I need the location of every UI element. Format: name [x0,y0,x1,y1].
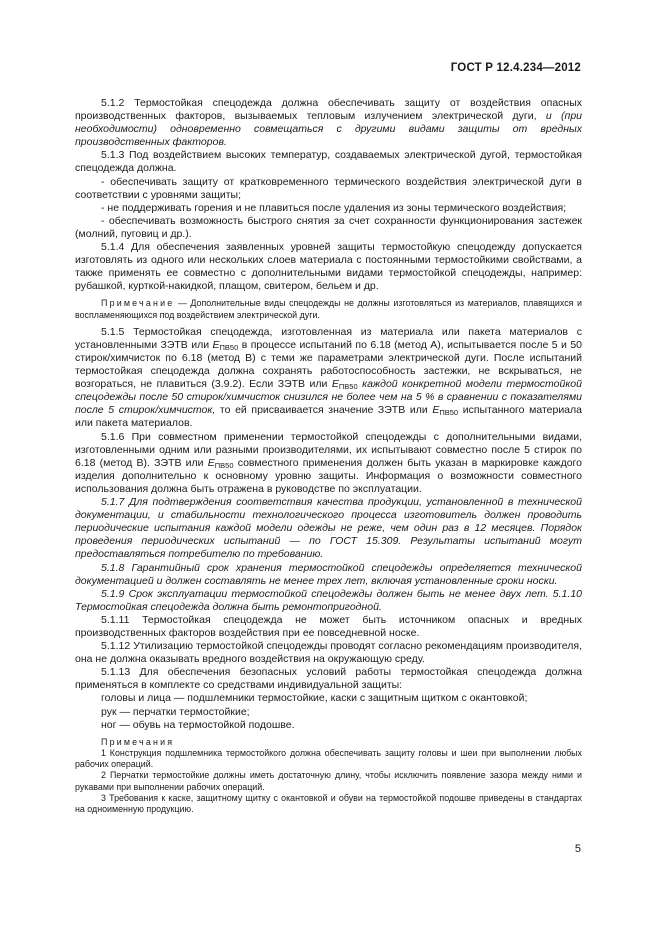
note-item: 2 Перчатки термостойкие должны иметь достаточную длину, чтобы исключить появление зазора между ними и рукавами при выполнении рабочих операций. [75,770,582,792]
list-item: рук — перчатки термостойкие; [101,705,250,718]
document-header: ГОСТ Р 12.4.234—2012 [450,62,581,74]
paragraph-5-1-6 [75,431,582,496]
paragraph-text-italic: и (при необходимости) одновременно совмещаться с другими видами защиты от вредных производственных факторов. [75,110,582,149]
symbol-e: E [212,338,220,351]
paragraph-5-1-11: 5.1.11 Термостойкая спецодежда не может быть источником опасных и вредных производственных факторов воздействия при ее повседневной носке. [75,613,582,639]
symbol-e-subscript: ПВ50 [439,408,459,418]
paragraph-text: совместного применения должен быть указан в маркировке каждого изделия дополнительно к основному уровню защиты. Информация о возможности совместного использования должна быть отражена в руководстве по эксплуатации. [75,456,582,495]
paragraph-text: испытанного материала или пакета материалов. [75,404,582,430]
paragraph-5-1-3: 5.1.3 Под воздействием высоких температур, создаваемых электрической дугой, термостойкая спецодежда должна. [75,149,582,175]
paragraph-text-italic: каждой конкретной модели термостойкой спецодежды после 50 стирок/химчисток снизился не более чем на 5 % в сравнении с показателями после 5 стирок/химчисток, [75,378,582,417]
paragraph-5-1-5 [75,326,582,431]
paragraph-5-1-9: 5.1.9 Срок эксплуатации термостойкой спецодежды должен быть не менее двух лет. 5.1.10 Термостойкая спецодежда должна быть ремонтопригодной. [75,587,582,613]
note-additional-clothing [75,298,582,320]
paragraph-text: то ей присваивается значение ЗЭТВ или [215,404,433,417]
page-number: 5 [574,843,581,855]
symbol-e-subscript: ПВ50 [338,382,358,392]
symbol-e: E [207,456,215,469]
list-item: - не поддерживать горения и не плавиться после удаления из зоны термического воздействия; [101,201,567,214]
list-item: ног — обувь на термостойкой подошве. [101,718,295,731]
symbol-e: E [331,378,339,391]
list-item: головы и лица — подшлемники термостойкие, каски с защитным щитком с окантовкой; [101,692,528,705]
list-item: - обеспечивать возможность быстрого снятия за счет сохранности функционирования застежек (молний, пуговиц и др.). [75,214,582,240]
symbol-e: E [432,404,440,417]
paragraph-text: 5.1.2 Термостойкая спецодежда должна обеспечивать защиту от воздействия опасных производственных факторов, вызываемых тепловым излучением электрической дуги, [75,97,582,123]
symbol-e-subscript: ПВ50 [219,342,239,352]
paragraph-5-1-2 [75,97,582,149]
paragraph-text: в процессе испытаний по 6.18 (метод А), испытывается после 5 и 50 стирок/химчисток по 6.18 (метод В) с теми же параметрами электрической дуги. После испытаний термостойкая спецодежда должна сохранять работоспособность застежки, не вскрываться, не возгораться, не плавиться (3.9.2). Если ЗЭТВ или [75,338,582,391]
paragraph-5-1-8: 5.1.8 Гарантийный срок хранения термостойкой спецодежды определяется технической документацией и должен составлять не менее трех лет, включая установленные сроки носки. [75,561,582,587]
paragraph-text: 5.1.5 Термостойкая спецодежда, изготовленная из материала или пакета материалов с установленными ЗЭТВ или [75,325,582,351]
symbol-e-subscript: ПВ50 [214,460,234,470]
note-item: 1 Конструкция подшлемника термостойкого должна обеспечивать защиту головы и шеи при выполнении любых рабочих операций. [75,747,582,770]
note-item: 3 Требования к каске, защитному щитку с окантовкой и обуви на термостойкой подошве приведены в стандартах на одноименную продукцию. [75,792,582,814]
note-label: Примечание [101,298,175,309]
paragraph-5-1-7: 5.1.7 Для подтверждения соответствия качества продукции, установленной в технической документации, и стабильности технологического процесса изготовитель должен проводить периодические испытания каждой модели одежды не реже, чем один раз в 12 месяцев. Порядок проведения периодических испытаний — по ГОСТ 15.309. Результаты испытаний могут предоставляться потребителю по требованию. [75,496,582,561]
document-body [75,97,582,815]
paragraph-5-1-13: 5.1.13 Для обеспечения безопасных условий работы термостойкая спецодежда должна применяться в комплекте со средствами индивидуальной защиты: [75,666,582,692]
paragraph-5-1-4: 5.1.4 Для обеспечения заявленных уровней защиты термостойкую спецодежду допускается изготовлять из одного или нескольких слоев материала с постоянными термостойкими свойствами, а также применять ее совместно с дополнительными видами термостойкой спецодежды, например: рубашкой, курткой-накидкой, плащом, свитером, бельем и др. [75,241,582,293]
paragraph-5-1-12: 5.1.12 Утилизацию термостойкой спецодежды проводят согласно рекомендациям производителя, она не должна оказывать вредного воздействия на окружающую среду. [75,640,582,666]
notes-label: Примечания [101,736,175,747]
notes-heading [75,737,582,748]
note-text: — Дополнительные виды спецодежды не должны изготовляться из материалов, плавящихся и воспламеняющихся под воздействием электрической дуги. [75,298,582,320]
list-item: - обеспечивать защиту от кратковременного термического воздействия электрической дуги в соответствии с уровнями защиты; [75,175,582,201]
paragraph-text: 5.1.6 При совместном применении термостойкой спецодежды с дополнительными видами, изготовленными одним или разными производителями, их испытывают совместно после 5 стирок по 6.18 (метод В). ЗЭТВ или [75,430,582,469]
